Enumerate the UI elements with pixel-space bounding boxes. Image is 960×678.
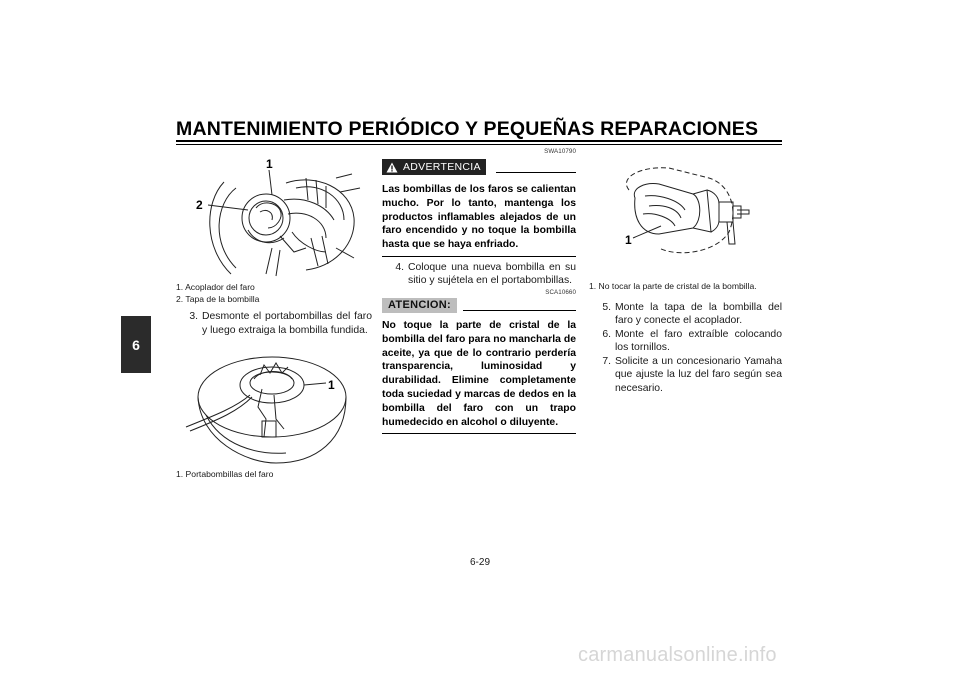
caution-header [382, 298, 576, 313]
warning-end-rule [382, 256, 576, 257]
step-7 [589, 355, 782, 396]
warning-label: ADVERTENCIA [403, 161, 481, 173]
figure1-caption [176, 282, 372, 305]
caption-item: 1. Acoplador del faro [176, 282, 255, 292]
page-number: 6-29 [469, 557, 490, 568]
page-title: MANTENIMIENTO PERIÓDICO Y PEQUEÑAS REPARACIONES [176, 118, 759, 140]
left-column [176, 148, 372, 481]
warning-badge [382, 159, 486, 175]
warning-text: Las bombillas de los faros se calientan mucho. Por lo tanto, mantenga los productos inflamables alejados de un faro encendido y no toque la bombilla hasta que se haya enfriado. [382, 184, 576, 251]
bulb-holder-figure [176, 345, 372, 465]
step-text: Monte la tapa de la bombilla del faro y conecte el acoplador. [615, 301, 782, 326]
headlight-bulb-illustration [589, 148, 782, 276]
step-number: 4. [395, 261, 404, 273]
figure2-callout-1: 1 [328, 378, 335, 392]
warning-rule [496, 172, 576, 173]
step-6 [589, 328, 782, 355]
step-number: 7. [602, 355, 611, 367]
title-rule-thin [176, 144, 782, 145]
caption-item: 2. Tapa de la bombilla [176, 293, 260, 304]
caution-rule [463, 310, 576, 311]
caption-item: 1. Portabombillas del faro [176, 469, 274, 479]
step-number: 5. [602, 301, 611, 313]
warning-code: SWA10790 [544, 148, 576, 155]
warning-header [382, 159, 576, 175]
title-rule [176, 140, 782, 142]
caption-item: 1. No tocar la parte de cristal de la bombilla. [589, 281, 757, 291]
figure3-callout-1: 1 [625, 233, 632, 247]
caution-code: SCA10660 [545, 288, 576, 296]
figure1-callout-2: 2 [196, 198, 203, 212]
step-text: Monte el faro extraíble colocando los tornillos. [615, 328, 782, 353]
figure3-caption [589, 281, 782, 293]
step-3 [176, 310, 372, 337]
step-text: Coloque una nueva bombilla en su sitio y sujétela en el portabombillas. [408, 261, 576, 287]
headlight-coupler-illustration [176, 148, 372, 278]
caution-badge: ATENCION: [382, 298, 457, 313]
step-text: Solicite a un concesionario Yamaha que ajuste la luz del faro según sea necesario. [615, 355, 782, 394]
right-column [589, 148, 782, 395]
step-number: 3. [189, 311, 198, 322]
middle-column [382, 148, 576, 434]
caution-end-rule [382, 433, 576, 434]
caution-text: No toque la parte de cristal de la bombilla del faro para no mancharla de aceite, ya que de lo contrario perdería transparencia, luminosidad y durabilidad. Elimine completamente toda suciedad y marcas de dedos en la bombilla del faro con un trapo humedecido en alcohol o diluyente. [382, 319, 576, 428]
chapter-tab: 6 [121, 316, 151, 373]
step-4 [382, 261, 576, 288]
steps-list [589, 301, 782, 396]
figure1-callout-1: 1 [266, 157, 273, 171]
watermark: carmanualsonline.info [578, 644, 777, 666]
warning-triangle-icon [386, 162, 398, 173]
bulb-holder-illustration [176, 345, 372, 465]
step-number: 6. [602, 328, 611, 340]
bulb-figure [589, 148, 782, 276]
headlight-coupler-figure [176, 148, 372, 278]
step-5 [589, 301, 782, 328]
step-text: Desmonte el portabombillas del faro y luego extraiga la bombilla fundida. [202, 311, 372, 336]
figure2-caption [176, 469, 372, 481]
